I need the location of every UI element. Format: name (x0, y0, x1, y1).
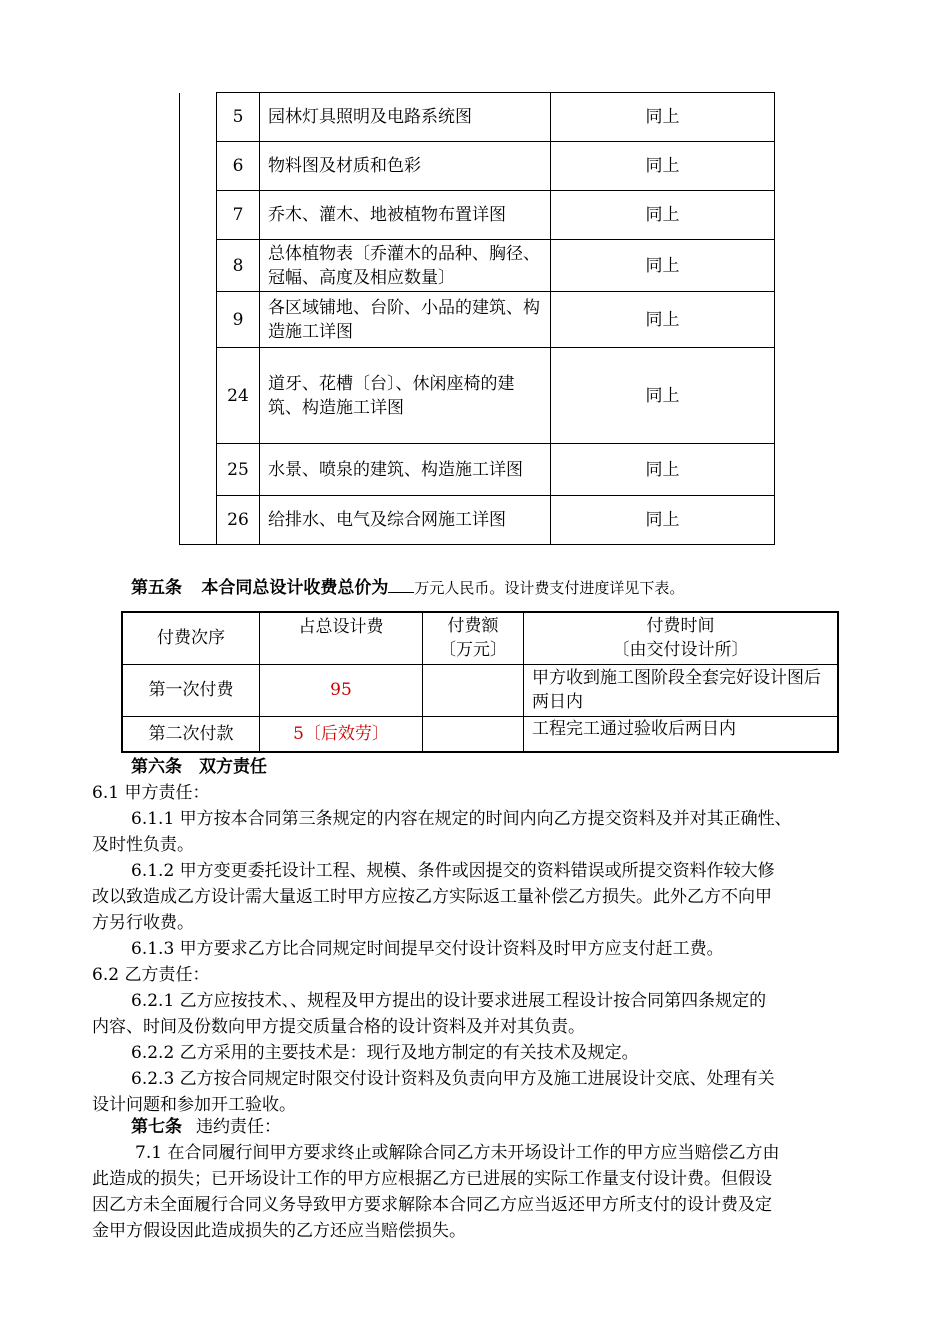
header-time-line1: 付费时间 (646, 616, 715, 637)
row-description: 物料图及材质和色彩 (260, 142, 551, 191)
payment-percent: 95 (260, 664, 423, 716)
header-amount-line2: 〔万元〕 (439, 640, 507, 661)
row-note: 同上 (551, 496, 775, 545)
table-row (180, 348, 775, 444)
clause-7-1-line1: 7.1 在合同履行间甲方要求终止或解除合同乙方未开场设计工作的甲方应当赔偿乙方由 (135, 1143, 780, 1163)
table-row (180, 142, 775, 191)
row-number: 9 (217, 292, 260, 348)
row-number: 5 (217, 93, 260, 142)
clause-6-2-3-line1: 6.2.3 乙方按合同规定时限交付设计资料及负责向甲方及施工进展设计交底、处理有关 (131, 1069, 775, 1089)
payment-row (122, 664, 838, 716)
table-row (180, 93, 775, 142)
payment-row (122, 716, 838, 752)
header-time (524, 612, 839, 664)
article-5-bold-text: 本合同总设计收费总价为 (201, 578, 389, 598)
article-5-title: 第五条 (131, 578, 182, 598)
row-note: 同上 (551, 93, 775, 142)
payment-amount (423, 716, 524, 752)
payment-order: 第一次付费 (122, 664, 260, 716)
row-note: 同上 (551, 191, 775, 240)
row-description: 给排水、电气及综合网施工详图 (260, 496, 551, 545)
clause-7-1-line3: 因乙方未全面履行合同义务导致甲方要求解除本合同乙方应当返还甲方所支付的设计费及定 (92, 1195, 772, 1215)
row-description: 园林灯具照明及电路系统图 (260, 93, 551, 142)
clause-7-1-line2: 此造成的损失；已开场设计工作的甲方应根据乙方已进展的实际工作量支付设计费。但假设 (92, 1169, 772, 1189)
row-description: 道牙、花槽〔台〕、休闲座椅的建筑、构造施工详图 (260, 348, 551, 444)
row-description: 总体植物表〔乔灌木的品种、胸径、冠幅、高度及相应数量〕 (260, 240, 551, 292)
payment-header-row (122, 612, 838, 664)
row-note: 同上 (551, 240, 775, 292)
row-note: 同上 (551, 292, 775, 348)
payment-time: 工程完工通过验收后两日内 (524, 716, 839, 752)
clause-6-2-2: 6.2.2 乙方采用的主要技术是：现行及地方制定的有关技术及规定。 (131, 1043, 639, 1063)
header-percent: 占总设计费 (260, 612, 423, 664)
header-order: 付费次序 (122, 612, 260, 664)
payment-percent: 5〔后效劳〕 (260, 716, 423, 752)
clause-6-1-3: 6.1.3 甲方要求乙方比合同规定时间提早交付设计资料及时甲方应支付赶工费。 (131, 939, 724, 959)
table-row (180, 240, 775, 292)
article-7-heading (131, 1114, 281, 1140)
payment-amount (423, 664, 524, 716)
row-description: 水景、喷泉的建筑、构造施工详图 (260, 444, 551, 496)
clause-6-1-1-line1: 6.1.1 甲方按本合同第三条规定的内容在规定的时间内向乙方提交资料及并对其正确性、 (131, 809, 792, 829)
clause-6-1: 6.1 甲方责任： (92, 783, 210, 803)
clause-6-2: 6.2 乙方责任： (92, 965, 210, 985)
header-amount-line1: 付费额 (447, 616, 499, 637)
header-time-line2: 〔由交付设计所〕 (612, 640, 749, 661)
row-number: 26 (217, 496, 260, 545)
row-note: 同上 (551, 142, 775, 191)
clause-6-2-1-line2: 内容、时间及份数向甲方提交质量合格的设计资料及并对其负责。 (92, 1017, 585, 1037)
row-description: 乔木、灌木、地被植物布置详图 (260, 191, 551, 240)
clause-6-1-2-line2: 改以致造成乙方设计需大量返工时甲方应按乙方实际返工量补偿乙方损失。此外乙方不向甲 (92, 887, 772, 907)
row-number: 7 (217, 191, 260, 240)
clause-6-2-1-line1: 6.2.1 乙方应按技术、、规程及甲方提出的设计要求进展工程设计按合同第四条规定的 (131, 991, 767, 1011)
table-row (180, 292, 775, 348)
clause-6-2-3-line2: 设计问题和参加开工验收。 (92, 1095, 296, 1115)
row-number: 6 (217, 142, 260, 191)
header-amount (423, 612, 524, 664)
row-number: 25 (217, 444, 260, 496)
article-6-title: 第六条 双方责任 (131, 757, 267, 777)
row-number: 8 (217, 240, 260, 292)
payment-order: 第二次付款 (122, 716, 260, 752)
payment-time: 甲方收到施工图阶段全套完好设计图后两日内 (524, 664, 839, 716)
clause-6-1-2-line3: 方另行收费。 (92, 913, 194, 933)
merged-category-cell (180, 93, 217, 545)
table-row (180, 191, 775, 240)
row-number: 24 (217, 348, 260, 444)
row-note: 同上 (551, 444, 775, 496)
article-5-rest-text: 万元人民币。设计费支付进度详见下表。 (414, 579, 685, 597)
clause-6-1-1-line2: 及时性负责。 (92, 835, 194, 855)
clause-6-1-2-line1: 6.1.2 甲方变更委托设计工程、规模、条件或因提交的资料错误或所提交资料作较大修 (131, 861, 775, 881)
payment-table (121, 611, 839, 753)
table-row (180, 444, 775, 496)
article-7-title: 第七条 (131, 1117, 182, 1137)
row-description: 各区域铺地、台阶、小品的建筑、构造施工详图 (260, 292, 551, 348)
clause-7-1-line4: 金甲方假设因此造成损失的乙方还应当赔偿损失。 (92, 1221, 466, 1241)
amount-blank (388, 578, 414, 593)
drawings-table (179, 92, 775, 545)
table-row (180, 496, 775, 545)
row-note: 同上 (551, 348, 775, 444)
article-5-heading (131, 573, 684, 598)
article-7-title-rest: 违约责任： (196, 1117, 281, 1137)
